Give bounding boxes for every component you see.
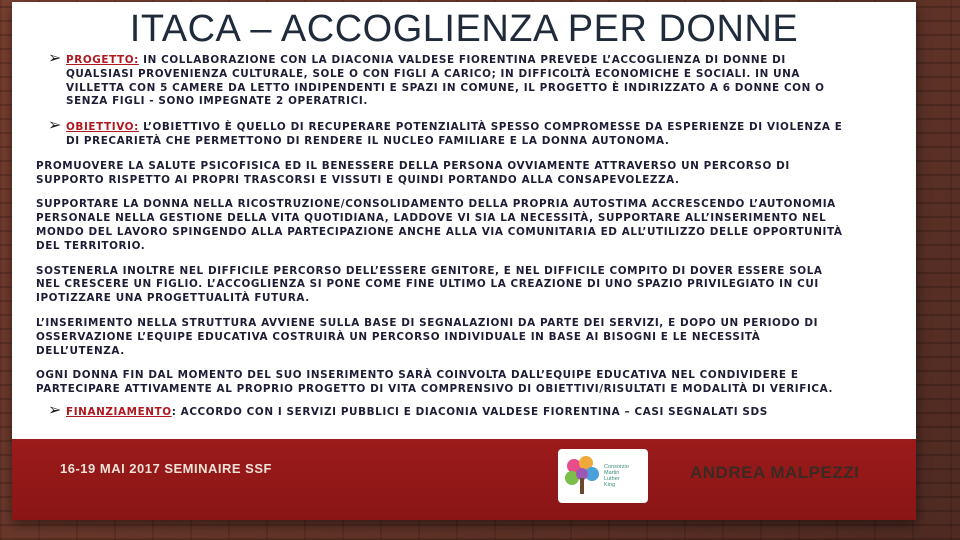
bullet-label: OBIETTIVO: [66, 121, 139, 134]
paragraph: PROMUOVERE LA SALUTE PSICOFISICA ED IL BENESSERE DELLA PERSONA OVVIAMENTE ATTRAVERSO UN PERCORSO DI SUPPORTO RISPETTO AI PROPRI TRASCORSI E VISSUTI E QUINDI PORTANDO ALLA CONSAPEVOLEZZA. [36, 159, 790, 186]
paragraph: L’INSERIMENTO NELLA STRUTTURA AVVIENE SULLA BASE DI SEGNALAZIONI DA PARTE DEI SERVIZI, E DOPO UN PERIODO DI OSSERVAZIONE L’EQUIPE EDUCATIVA COSTRUIRÀ UN PERCORSO INDIVIDUALE IN BASE AI BISOGNI E LE NECESSITÀ DELL’UTENZA. [36, 316, 819, 357]
paragraph: SOSTENERLA INOLTRE NEL DIFFICILE PERCORSO DELL’ESSERE GENITORE, E NEL DIFFICILE COMPITO DI DOVER ESSERE SOLA NEL CRESCERE UN FIGLIO. L’ACCOGLIENZA SI PONE COME FINE ULTIMO LA CREAZIONE DI UNO SPAZIO PRIVILEGIATO IN CUI IPOTIZZARE UNA PROGETTUALITÀ FUTURA. [36, 264, 823, 305]
bullet-obiettivo [48, 115, 848, 149]
arrow-right-icon: ➢ [48, 48, 63, 67]
slide-content [36, 48, 848, 420]
bullet-text: : ACCORDO CON I SERVIZI PUBBLICI E DIACONIA VALDESE FIORENTINA – CASI SEGNALATI SDS [171, 405, 768, 418]
bullet-text: L’OBIETTIVO È QUELLO DI RECUPERARE POTENZIALITÀ SPESSO COMPROMESSE DA ESPERIENZE DI VIOLENZA E DI PRECARIETÀ CHE PERMETTONO DI RENDERE IL NUCLEO FAMILIARE E LA DONNA AUTONOMA. [66, 121, 843, 147]
arrow-right-icon: ➢ [48, 399, 63, 419]
tree-logo-icon [562, 454, 602, 498]
bullet-progetto [48, 48, 848, 109]
paragraph: OGNI DONNA FIN DAL MOMENTO DEL SUO INSERIMENTO SARÀ COINVOLTA DALL’EQUIPE EDUCATIVA NEL CONDIVIDERE E PARTECIPARE ATTIVAMENTE AL PROPRIO PROGETTO DI VITA COMPRENSIVO DI OBIETTIVI/RISULTATI E MODALITÀ DI VERIFICA. [36, 369, 834, 396]
paragraph: SUPPORTARE LA DONNA NELLA RICOSTRUZIONE/CONSOLIDAMENTO DELLA PROPRIA AUTOSTIMA ACCRESCENDO L’AUTONOMIA PERSONALE NELLA GESTIONE DELLA VITA QUOTIDIANA, LADDOVE VI SIA LA NECESSITÀ, SUPPORTARE ALL’INSERIMENTO NEL MONDO DEL LAVORO SPINGENDO ALLA PARTECIPAZIONE ANCHE ALLA VIA COMUNITARIA ED ALL’UTILIZZO DELLE OPPORTUNITÀ DEL TERRITORIO. [36, 198, 843, 252]
footer-bar [12, 439, 916, 520]
footer-date: 16-19 MAI 2017 SEMINAIRE SSF [60, 461, 272, 476]
footer-author: ANDREA MALPEZZI [690, 463, 860, 482]
slide [12, 2, 916, 520]
bullet-label: PROGETTO: [66, 54, 139, 66]
arrow-right-icon: ➢ [48, 115, 63, 135]
bullet-text: IN COLLABORAZIONE CON LA DIACONIA VALDESE FIORENTINA PREVEDE L’ACCOGLIENZA DI DONNE DI QUALSIASI PROVENIENZA CULTURALE, SOLE O CON FIGLI A CARICO; IN DIFFICOLTÀ ECONOMICHE E SOCIALI. IN UNA VILLETTA CON 5 CAMERE DA LETTO INDIPENDENTI E SPAZI IN COMUNE, IL PROGETTO È INDIRIZZATO A 6 DONNE CON O SENZA FIGLI - SONO IMPEGNATE 2 OPERATRICI. [66, 54, 825, 108]
slide-title: ITACA – ACCOGLIENZA PER DONNE [129, 8, 799, 50]
bullet-label: FINANZIAMENTO [66, 405, 172, 418]
logo-text: Consorzio Martin Luther King [604, 464, 629, 488]
bullet-finanziamento [48, 399, 848, 420]
consortium-logo [558, 449, 648, 503]
